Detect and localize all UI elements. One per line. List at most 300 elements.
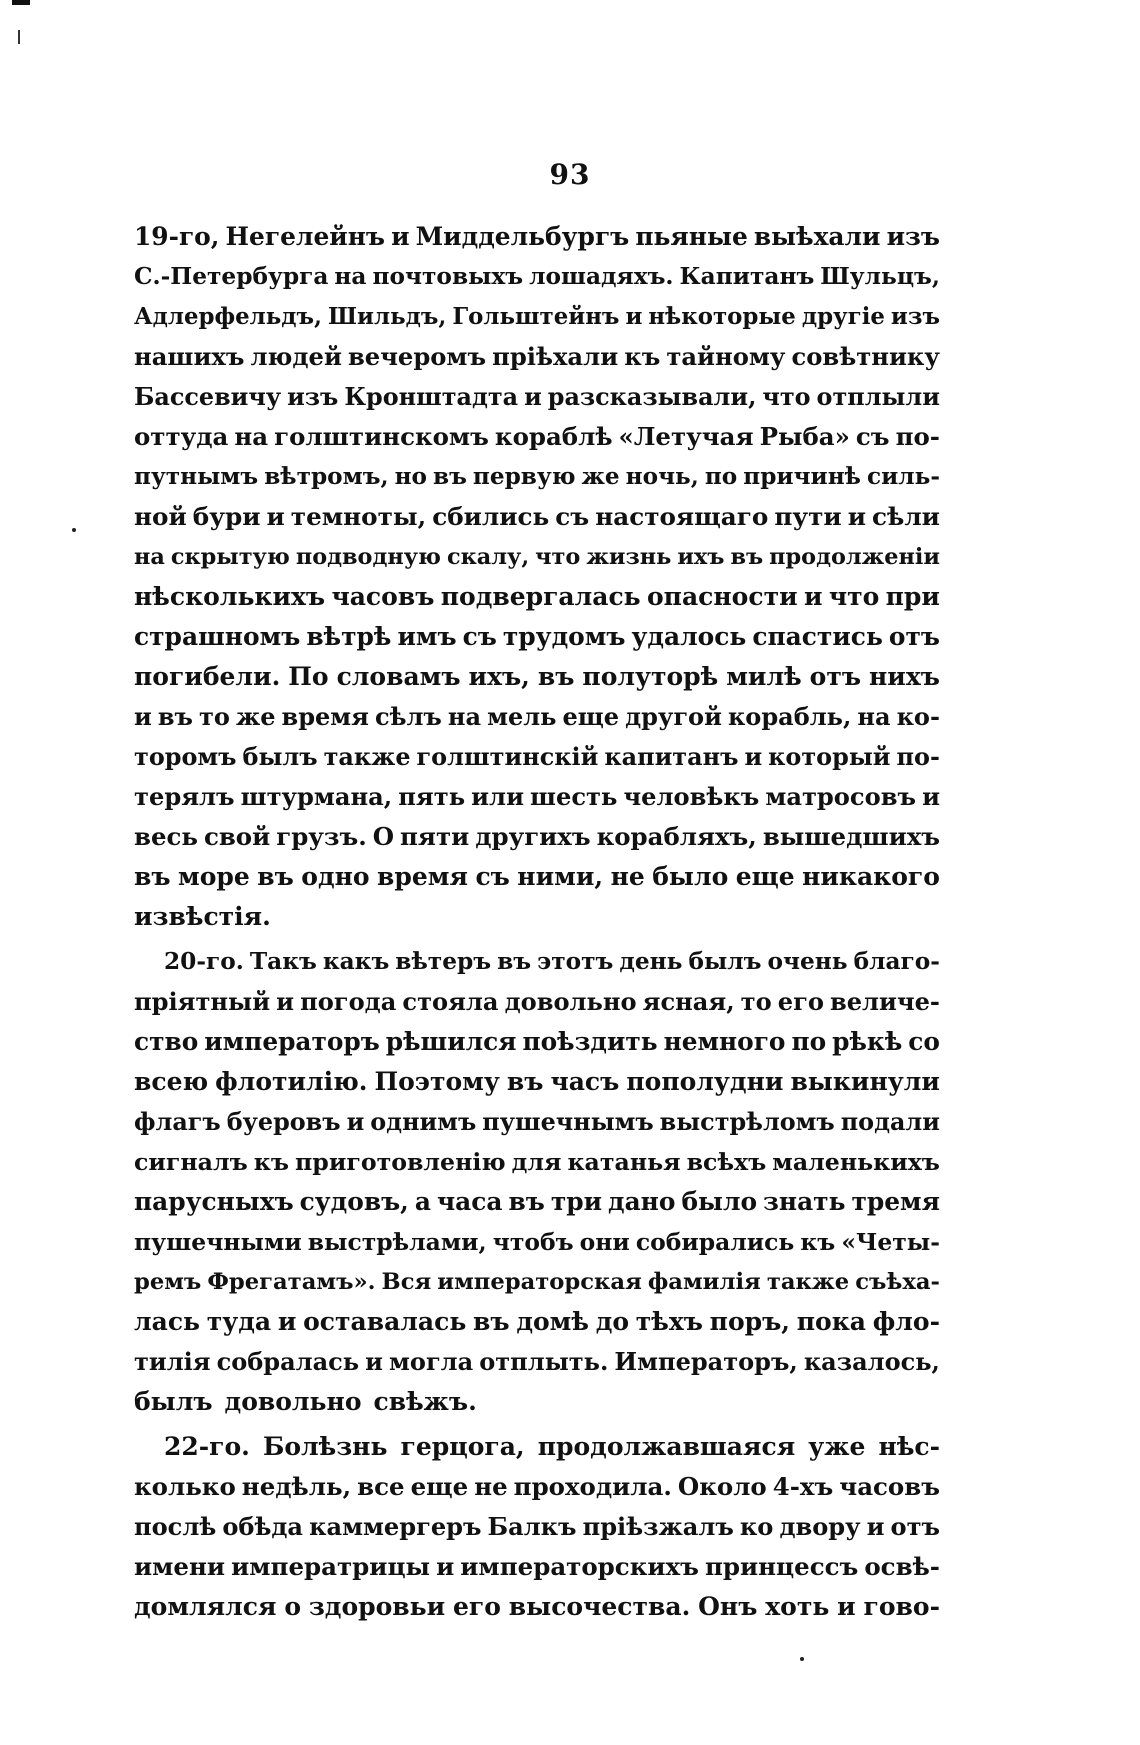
word: матросовъ bbox=[765, 782, 917, 811]
word: же bbox=[581, 463, 620, 490]
word: извѣстія. bbox=[134, 902, 271, 931]
word: чтобъ bbox=[492, 1228, 574, 1256]
word: собралась bbox=[216, 1347, 360, 1376]
word: Кронштадта bbox=[344, 383, 519, 411]
word: три bbox=[550, 1187, 603, 1216]
word: тилія bbox=[134, 1347, 211, 1376]
word: пріятный bbox=[134, 987, 271, 1016]
word: его bbox=[453, 1592, 501, 1621]
word: Адлерфельдъ, bbox=[134, 304, 323, 330]
word: По bbox=[288, 662, 329, 691]
word: со bbox=[908, 1027, 940, 1056]
word: очень bbox=[767, 948, 848, 975]
word: удалось bbox=[631, 622, 747, 651]
word: и bbox=[922, 782, 940, 811]
word: «Четы- bbox=[841, 1228, 940, 1256]
word: и bbox=[524, 383, 542, 411]
word: хоть bbox=[765, 1592, 830, 1621]
word: въ bbox=[433, 463, 467, 490]
word: словамъ bbox=[336, 662, 461, 691]
word: и bbox=[744, 743, 763, 771]
word: судовъ, bbox=[299, 1187, 409, 1216]
word: принцессъ bbox=[704, 1552, 859, 1581]
text-line bbox=[134, 1427, 940, 1467]
word: поѣздить bbox=[522, 1027, 658, 1056]
word: въ bbox=[257, 862, 294, 891]
word: въ bbox=[497, 948, 532, 975]
word: Миддельбургъ bbox=[415, 222, 630, 251]
word: Балкъ bbox=[487, 1512, 577, 1541]
word: дано bbox=[608, 1187, 676, 1216]
word: было bbox=[681, 1187, 758, 1216]
word: домѣ bbox=[516, 1307, 589, 1336]
word: довольно bbox=[504, 987, 637, 1016]
word: сѣлъ bbox=[374, 702, 442, 731]
word: колько bbox=[134, 1472, 236, 1501]
word: подвергалась bbox=[440, 582, 641, 611]
word: людей bbox=[250, 342, 342, 371]
word: въ bbox=[473, 1307, 510, 1336]
text-line bbox=[134, 657, 940, 697]
text-line bbox=[134, 617, 940, 657]
text-line bbox=[134, 497, 940, 537]
word: на bbox=[334, 263, 367, 290]
text-line bbox=[134, 1547, 940, 1587]
word: изъ bbox=[287, 383, 339, 411]
word: Императоръ, bbox=[614, 1347, 798, 1376]
word: изъ bbox=[890, 304, 940, 330]
word: ихъ, bbox=[468, 662, 530, 691]
word: Фрегатамъ». bbox=[207, 1269, 376, 1295]
word: въ bbox=[134, 862, 171, 891]
word: бури bbox=[192, 502, 261, 531]
word: могла bbox=[389, 1347, 474, 1376]
word: поръ, bbox=[709, 1307, 791, 1336]
word: ними, bbox=[517, 862, 604, 891]
word: флагъ bbox=[134, 1108, 221, 1136]
word: къ bbox=[624, 342, 661, 371]
word: грузъ. bbox=[276, 822, 367, 851]
word: день bbox=[619, 948, 683, 975]
word: съ bbox=[475, 862, 510, 891]
word: 20-го. bbox=[164, 948, 244, 975]
word: высочества. bbox=[508, 1592, 691, 1621]
word: продолженіи bbox=[769, 544, 940, 570]
text-line bbox=[134, 217, 940, 257]
word: гово- bbox=[863, 1592, 940, 1621]
word: еще bbox=[410, 1472, 469, 1501]
word: продолжавшаяся bbox=[537, 1432, 796, 1461]
word: почтовыхъ bbox=[372, 263, 524, 290]
word: на bbox=[234, 422, 269, 451]
text-line bbox=[134, 1342, 940, 1382]
margin-speck bbox=[800, 1657, 804, 1661]
word: домлялся bbox=[134, 1592, 277, 1621]
word: подводную bbox=[295, 544, 441, 570]
word: часовъ bbox=[839, 1472, 940, 1501]
text-line bbox=[134, 982, 940, 1022]
word: настоящаго bbox=[595, 502, 769, 531]
word: трудомъ bbox=[502, 622, 626, 651]
text-line bbox=[134, 1182, 940, 1222]
word: то bbox=[199, 702, 230, 731]
word: нихъ bbox=[869, 662, 940, 691]
word: голштинскомъ bbox=[274, 422, 489, 451]
word: шесть bbox=[530, 782, 618, 811]
word: все bbox=[357, 1472, 405, 1501]
word: къ bbox=[800, 1228, 836, 1256]
word: скалу, bbox=[447, 544, 530, 570]
word: оставалась bbox=[303, 1307, 467, 1336]
text-line bbox=[134, 297, 940, 337]
scan-corner-mark bbox=[12, 0, 30, 5]
word: въ bbox=[730, 544, 764, 570]
word: лошадяхъ. bbox=[529, 263, 674, 290]
word: О bbox=[372, 822, 395, 851]
word: тѣхъ bbox=[635, 1307, 703, 1336]
word: Бассевичу bbox=[134, 383, 282, 411]
word: пушечными bbox=[134, 1228, 302, 1256]
word: выѣхали bbox=[753, 222, 881, 251]
word: время bbox=[281, 702, 369, 731]
body-text bbox=[134, 217, 940, 1627]
word: 22-го. bbox=[164, 1432, 250, 1461]
word: по- bbox=[895, 422, 940, 451]
word: «Летучая bbox=[618, 422, 754, 451]
word: лась bbox=[134, 1307, 201, 1336]
word: отъ bbox=[809, 662, 862, 691]
word: также bbox=[766, 1269, 850, 1295]
word: недѣль, bbox=[241, 1472, 352, 1501]
word: послѣ bbox=[134, 1512, 217, 1541]
word: что bbox=[762, 383, 811, 411]
word: вечеромъ bbox=[347, 342, 487, 371]
word: въ bbox=[157, 702, 193, 731]
word: штурмана, bbox=[240, 782, 393, 811]
word: былъ bbox=[134, 1387, 213, 1416]
word: который bbox=[768, 743, 891, 771]
word: другіе bbox=[801, 304, 885, 330]
word: 4-хъ bbox=[772, 1472, 834, 1501]
word: на bbox=[447, 702, 482, 731]
word: до bbox=[595, 1307, 630, 1336]
word: съѣха- bbox=[855, 1269, 940, 1295]
word: сигналъ bbox=[134, 1148, 248, 1176]
word: собирались bbox=[635, 1228, 795, 1256]
margin-speck bbox=[72, 528, 76, 532]
word: съ bbox=[555, 502, 590, 531]
word: или bbox=[471, 782, 524, 811]
word: С.-Петербурга bbox=[134, 263, 329, 290]
text-line bbox=[134, 417, 940, 457]
word: императоръ bbox=[204, 1027, 380, 1056]
word: всею bbox=[134, 1067, 209, 1096]
word: императорская bbox=[437, 1269, 642, 1295]
word: выстрѣлами, bbox=[307, 1228, 487, 1256]
word: и bbox=[276, 987, 295, 1016]
word: скрытую bbox=[170, 544, 290, 570]
word: имъ bbox=[397, 622, 457, 651]
word: другой bbox=[625, 702, 722, 731]
word: опасности bbox=[646, 582, 798, 611]
word: погода bbox=[300, 987, 397, 1016]
word: тремя bbox=[851, 1187, 940, 1216]
word: человѣкъ bbox=[623, 782, 760, 811]
word: вѣтрѣ bbox=[306, 622, 392, 651]
word: на bbox=[134, 544, 165, 570]
word: освѣ- bbox=[864, 1552, 940, 1581]
word: и bbox=[866, 1512, 885, 1541]
word: туда bbox=[206, 1307, 272, 1336]
word: ремъ bbox=[134, 1269, 202, 1295]
word: спастись bbox=[752, 622, 883, 651]
word: былъ bbox=[242, 743, 318, 771]
word: капитанъ bbox=[604, 743, 739, 771]
word: голштинскій bbox=[416, 743, 599, 771]
word: Около bbox=[677, 1472, 767, 1501]
word: приготовленію bbox=[295, 1148, 506, 1176]
text-line bbox=[134, 817, 940, 857]
word: сѣли bbox=[871, 502, 940, 531]
word: выстрѣломъ bbox=[659, 1108, 835, 1136]
word: часа bbox=[436, 1187, 503, 1216]
word: сбились bbox=[432, 502, 550, 531]
word: Гольштейнъ bbox=[452, 304, 620, 330]
word: и bbox=[266, 502, 285, 531]
word: другихъ bbox=[475, 822, 591, 851]
word: пополудни bbox=[626, 1067, 784, 1096]
word: нашихъ bbox=[134, 342, 245, 371]
word: Болѣзнь bbox=[262, 1432, 388, 1461]
word: тайному bbox=[666, 342, 786, 371]
word: фамилія bbox=[647, 1269, 761, 1295]
word: а bbox=[414, 1187, 431, 1216]
word: и bbox=[391, 222, 410, 251]
text-line bbox=[134, 942, 940, 982]
word: же bbox=[235, 702, 276, 731]
text-line bbox=[134, 777, 940, 817]
word: корабляхъ, bbox=[596, 822, 757, 851]
word: ясная, bbox=[642, 987, 735, 1016]
word: изъ bbox=[886, 222, 940, 251]
word: первую bbox=[472, 463, 576, 490]
text-line bbox=[134, 377, 940, 417]
word: пути bbox=[774, 502, 842, 531]
word: вѣтромъ, bbox=[264, 463, 389, 490]
word: былъ bbox=[688, 948, 762, 975]
word: Рыба» bbox=[759, 422, 850, 451]
word: милѣ bbox=[726, 662, 802, 691]
word: императорскихъ bbox=[460, 1552, 699, 1581]
word: вѣтеръ bbox=[395, 948, 492, 975]
word: какъ bbox=[322, 948, 390, 975]
word: пять bbox=[398, 782, 466, 811]
word: разсказывали, bbox=[547, 383, 757, 411]
text-line bbox=[134, 1142, 940, 1182]
text-line bbox=[134, 1022, 940, 1062]
word: нѣс- bbox=[878, 1432, 940, 1461]
word: Поэтому bbox=[374, 1067, 500, 1096]
word: и bbox=[277, 1307, 297, 1336]
word: пріѣхали bbox=[492, 342, 619, 371]
word: нѣкоторые bbox=[648, 304, 796, 330]
word: катанья bbox=[567, 1148, 681, 1176]
word: съ bbox=[855, 422, 890, 451]
word: въ bbox=[506, 1067, 544, 1096]
word: обѣда bbox=[222, 1512, 304, 1541]
word: отплыть. bbox=[479, 1347, 609, 1376]
text-line bbox=[134, 1102, 940, 1142]
word: море bbox=[178, 862, 250, 891]
word: было bbox=[652, 862, 729, 891]
word: еще bbox=[562, 702, 620, 731]
word: погибели. bbox=[134, 662, 281, 691]
word: отъ bbox=[888, 622, 940, 651]
word: не bbox=[474, 1472, 508, 1501]
word: отъ bbox=[890, 1512, 940, 1541]
text-line bbox=[134, 1262, 940, 1302]
word: ихъ bbox=[677, 544, 725, 570]
word: и bbox=[803, 582, 823, 611]
word: никакого bbox=[802, 862, 940, 891]
word: часъ bbox=[550, 1067, 620, 1096]
word: при bbox=[885, 582, 940, 611]
text-line bbox=[134, 537, 940, 577]
word: фло- bbox=[872, 1307, 940, 1336]
word: не bbox=[610, 862, 645, 891]
word: имени bbox=[134, 1552, 226, 1581]
word: но bbox=[394, 463, 427, 490]
word: ной bbox=[134, 502, 187, 531]
word: о bbox=[284, 1592, 301, 1621]
word: и bbox=[837, 1592, 856, 1621]
text-line bbox=[134, 577, 940, 617]
text-line bbox=[134, 257, 940, 297]
word: еще bbox=[735, 862, 795, 891]
word: здоровьи bbox=[308, 1592, 446, 1621]
word: причинѣ bbox=[743, 463, 861, 490]
word: маленькихъ bbox=[772, 1148, 940, 1176]
word: силь- bbox=[867, 463, 940, 490]
word: по- bbox=[896, 743, 940, 771]
word: по bbox=[791, 1027, 827, 1056]
word: для bbox=[511, 1148, 562, 1176]
word: рѣкѣ bbox=[832, 1027, 903, 1056]
word: что bbox=[828, 582, 880, 611]
word: и bbox=[847, 502, 866, 531]
word: мель bbox=[487, 702, 557, 731]
word: Шильдъ, bbox=[328, 304, 447, 330]
word: нѣсколькихъ bbox=[134, 582, 326, 611]
word: жизнь bbox=[586, 544, 672, 570]
word: свѣжъ. bbox=[373, 1387, 477, 1416]
text-line bbox=[134, 1587, 940, 1627]
text-line bbox=[134, 737, 940, 777]
text-line bbox=[134, 1382, 940, 1422]
word: Такъ bbox=[249, 948, 317, 975]
word: въ bbox=[508, 1187, 545, 1216]
word: свой bbox=[203, 822, 271, 851]
word: темноты, bbox=[290, 502, 427, 531]
text-line bbox=[134, 897, 940, 937]
word: благо- bbox=[853, 948, 940, 975]
word: что bbox=[535, 544, 581, 570]
text-line bbox=[134, 857, 940, 897]
word: пока bbox=[796, 1307, 866, 1336]
word: герцога, bbox=[400, 1432, 525, 1461]
text-line bbox=[134, 1467, 940, 1507]
word: двору bbox=[779, 1512, 861, 1541]
word: пушечнымъ bbox=[482, 1108, 654, 1136]
word: страшномъ bbox=[134, 622, 301, 651]
word: ство bbox=[134, 1027, 199, 1056]
word: совѣтнику bbox=[791, 342, 940, 371]
text-line bbox=[134, 337, 940, 377]
word: они bbox=[579, 1228, 630, 1256]
word: Онъ bbox=[698, 1592, 758, 1621]
word: отплыли bbox=[816, 383, 940, 411]
word: и bbox=[346, 1108, 365, 1136]
word: Вся bbox=[381, 1269, 432, 1295]
word: торомъ bbox=[134, 743, 237, 771]
word: часовъ bbox=[331, 582, 435, 611]
word: 19-го, bbox=[134, 222, 220, 251]
text-line bbox=[134, 1302, 940, 1342]
word: ко- bbox=[896, 702, 940, 731]
word: вышедшихъ bbox=[762, 822, 940, 851]
word: въ bbox=[537, 662, 575, 691]
word: ночь, bbox=[625, 463, 699, 490]
word: флотилію. bbox=[215, 1067, 368, 1096]
word: величе- bbox=[829, 987, 940, 1016]
word: весь bbox=[134, 822, 198, 851]
word: и bbox=[625, 304, 643, 330]
text-line bbox=[134, 457, 940, 497]
word: каммергеръ bbox=[309, 1512, 482, 1541]
scan-edge-tick bbox=[18, 30, 20, 44]
word: пьяные bbox=[635, 222, 748, 251]
word: буеровъ bbox=[226, 1108, 341, 1136]
text-line bbox=[134, 1062, 940, 1102]
word: парусныхъ bbox=[134, 1187, 294, 1216]
word: корабль, bbox=[727, 702, 852, 731]
word: Шульцъ, bbox=[820, 263, 940, 290]
word: подали bbox=[840, 1108, 940, 1136]
page-number: 93 bbox=[549, 158, 591, 191]
text-line bbox=[134, 1507, 940, 1547]
word: однимъ bbox=[370, 1108, 477, 1136]
word: на bbox=[857, 702, 891, 731]
word: и bbox=[436, 1552, 455, 1581]
word: довольно bbox=[224, 1387, 362, 1416]
word: знать bbox=[763, 1187, 846, 1216]
word: то bbox=[740, 987, 772, 1016]
word: и bbox=[134, 702, 152, 731]
word: путнымъ bbox=[134, 463, 259, 490]
word: проходила. bbox=[513, 1472, 672, 1501]
word: Капитанъ bbox=[679, 263, 815, 290]
word: по bbox=[704, 463, 738, 490]
word: рѣшился bbox=[385, 1027, 517, 1056]
word: ко bbox=[739, 1512, 774, 1541]
word: къ bbox=[253, 1148, 289, 1176]
word: также bbox=[323, 743, 411, 771]
word: этотъ bbox=[537, 948, 614, 975]
text-line bbox=[134, 1222, 940, 1262]
word: казалось, bbox=[803, 1347, 940, 1376]
word: полуторѣ bbox=[582, 662, 719, 691]
word: стояла bbox=[402, 987, 499, 1016]
